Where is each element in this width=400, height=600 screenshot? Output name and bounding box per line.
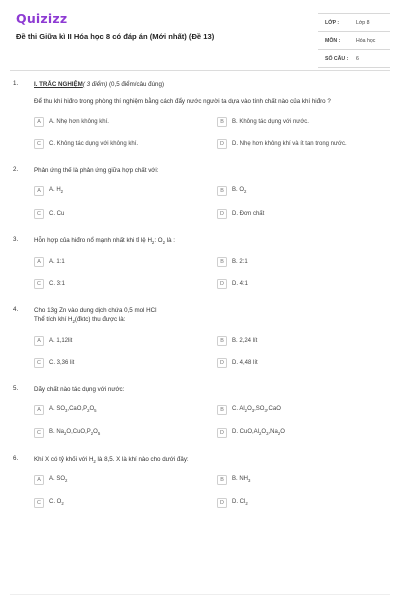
option-b[interactable] [217,405,281,415]
option-letter-box: C [34,279,44,289]
option-letter-box: A [34,186,44,196]
option-letter-box: A [34,405,44,415]
option-letter-box: C [34,358,44,368]
option-d[interactable] [217,279,248,289]
option-d[interactable] [217,498,248,508]
question-number: 2. [13,166,19,173]
meta-label: MÔN : [325,37,341,44]
option-text: D. 4,48 lít [232,360,258,366]
option-c[interactable] [34,498,64,508]
option-letter-box: D [217,498,227,508]
option-c[interactable] [34,209,64,219]
question-text: Khí X có tỷ khối với $H_2$ là 8,5. X là khí nào cho dưới đây: [34,456,189,465]
option-text: D. $CuO,Al_2O_3,Na_2O$ [232,429,285,437]
option-text: A. $SO_2$ [49,476,68,484]
option-text: B. $O_2$ [232,187,247,195]
header-divider [10,70,390,71]
option-text: D. 4:1 [232,281,249,287]
option-text: A. $SO_3,CaO,P_2O_5$ [49,406,97,414]
option-c[interactable] [34,358,74,368]
option-letter-box: B [217,405,227,415]
option-text: C. 3:1 [49,281,66,287]
section-label: I. TRẮC NGHIỆM [34,81,83,88]
section-points: (0,5 điểm/câu đúng) [108,81,165,88]
document-title: Đề thi Giữa kì II Hóa học 8 có đáp án (Mới nhất) (Đề 13) [16,32,215,41]
option-letter-box: D [217,209,227,219]
question-text: Hỗn hợp của hiđro nổ mạnh nhất khi tỉ lệ $H_2$: $O_2$ là : [34,237,175,246]
option-a[interactable] [34,405,97,415]
option-text: A. Nhẹ hơn không khí. [49,119,109,125]
option-d[interactable] [217,428,285,438]
option-text: C. 3,36 lit [49,360,75,366]
option-b[interactable] [217,186,246,196]
meta-row-count [318,50,390,68]
option-letter-box: A [34,117,44,127]
option-letter-box: C [34,139,44,149]
option-text: A. 1:1 [49,259,65,265]
question-text: Phản ứng thế là phản ứng giữa hợp chất với: [34,167,159,174]
question-number: 5. [13,385,19,392]
option-text: C. Cu [49,211,65,217]
option-letter-box: B [217,186,227,196]
option-text: C. $Al_2O_3,SO_3,CaO$ [232,406,281,414]
option-a[interactable] [34,336,72,346]
option-letter-box: B [217,475,227,485]
option-text: D. Đơn chất [232,211,265,217]
meta-value: Lớp 8 [356,19,370,26]
meta-value: 6 [356,55,359,62]
option-letter-box: B [217,117,227,127]
option-letter-box: A [34,475,44,485]
option-text: A. $H_2$ [49,187,64,195]
option-letter-box: C [34,428,44,438]
option-letter-box: D [217,139,227,149]
option-letter-box: D [217,428,227,438]
option-text: C. $O_2$ [49,499,64,507]
meta-table [318,13,390,68]
question-number: 1. [13,80,19,87]
option-c[interactable] [34,139,138,149]
question-number: 4. [13,306,19,313]
option-letter-box: D [217,358,227,368]
option-letter-box: D [217,279,227,289]
page-bottom-rule [10,594,390,595]
option-letter-box: B [217,336,227,346]
option-b[interactable] [217,257,248,267]
option-letter-box: A [34,336,44,346]
option-letter-box: A [34,257,44,267]
option-b[interactable] [217,117,309,127]
option-c[interactable] [34,428,100,438]
meta-row-grade [318,14,390,32]
question-text: Cho 13g Zn vào dung dịch chứa 0,5 mol HCl Thể tích khí $H_2(đktc)$ thu được là: [34,307,157,325]
question-text: Dãy chất nào tác dụng với nước: [34,386,125,393]
option-text: B. 2:1 [232,259,248,265]
option-text: B. 2,24 lít [232,338,258,344]
option-letter-box: C [34,498,44,508]
option-text: A. 1,12lit [49,338,73,344]
option-d[interactable] [217,358,258,368]
meta-value: Hóa học [356,37,376,44]
option-d[interactable] [217,139,347,149]
option-c[interactable] [34,279,65,289]
option-a[interactable] [34,186,63,196]
option-text: D. Nhẹ hơn không khí và ít tan trong nước. [232,141,347,147]
option-text: B. Không tác dụng với nước. [232,119,309,125]
option-text: B. $NH_3$ [232,476,251,484]
option-text: D. $Cl_2$ [232,499,248,507]
question-text: Để thu khí hiđro trong phòng thí nghiệm bằng cách đẩy nước người ta dựa vào tính chất nào của khí hiđro ? [34,98,331,105]
section-note: ( 3 điểm) [82,81,108,88]
meta-row-subject [318,32,390,50]
option-d[interactable] [217,209,264,219]
option-text: C. Không tác dụng với không khí. [49,141,138,147]
option-text: B. $Na_2O,CuO,P_2O_5$ [49,429,101,437]
quizizz-logo: Quizizz [16,11,68,26]
option-b[interactable] [217,336,257,346]
question-number: 6. [13,455,19,462]
option-a[interactable] [34,117,109,127]
meta-label: SỐ CÂU : [325,55,349,62]
option-letter-box: C [34,209,44,219]
option-b[interactable] [217,475,250,485]
meta-label: LỚP : [325,19,340,26]
option-a[interactable] [34,257,65,267]
option-a[interactable] [34,475,67,485]
option-letter-box: B [217,257,227,267]
question-heading [34,80,384,89]
question-number: 3. [13,236,19,243]
